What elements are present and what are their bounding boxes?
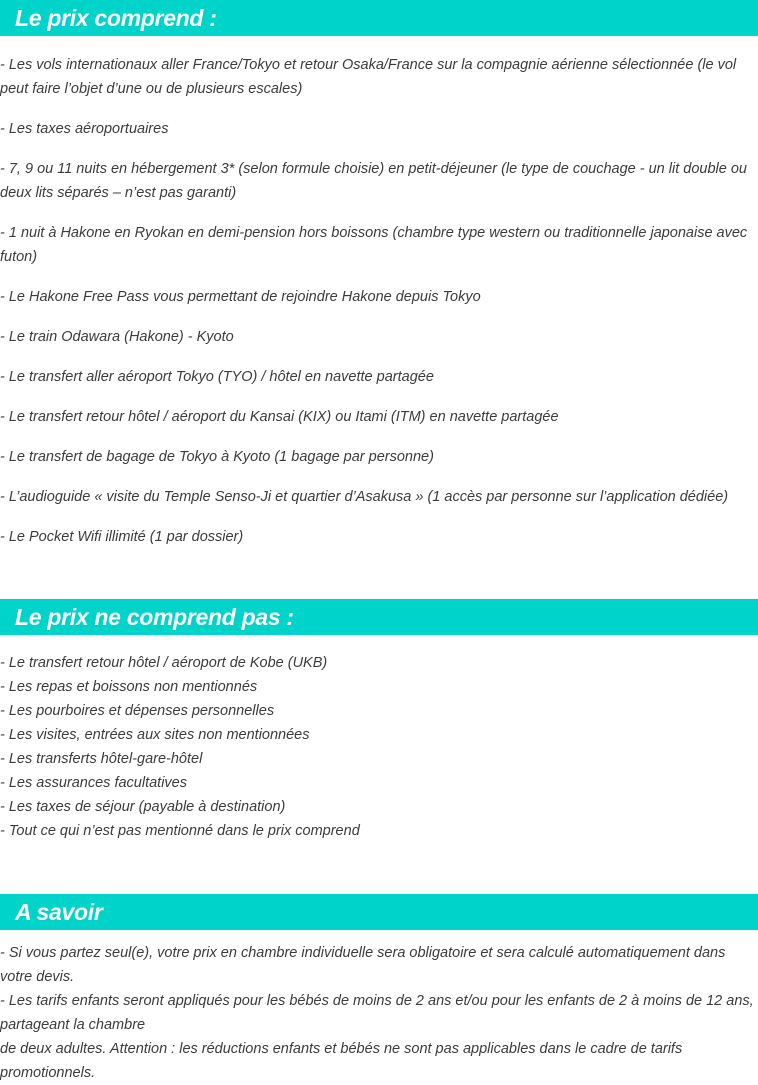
excluded-item: - Les taxes de séjour (payable à destination) [0,799,286,815]
info-list [0,930,758,1085]
info-item: - Les tarifs enfants seront appliqués pour les bébés de moins de 2 ans et/ou pour les enfants de 2 à moins de 12 ans, partageant la chambre [0,993,754,1033]
excluded-item: - Les assurances facultatives [0,775,187,791]
excluded-item: - Les visites, entrées aux sites non mentionnées [0,727,310,743]
included-item: - 7, 9 ou 11 nuits en hébergement 3* (selon formule choisie) en petit-déjeuner (le type de couchage - un lit double ou deux lits séparés – n’est pas garanti) [0,161,747,201]
excluded-item: - Le transfert retour hôtel / aéroport de Kobe (UKB) [0,655,328,671]
excluded-item: - Les repas et boissons non mentionnés [0,679,258,695]
included-header [0,0,758,36]
excluded-item: - Les pourboires et dépenses personnelles [0,703,275,719]
included-item: - Le train Odawara (Hakone) - Kyoto [0,329,234,345]
included-item: - Les taxes aéroportuaires [0,121,169,137]
included-item: - Le transfert aller aéroport Tokyo (TYO) / hôtel en navette partagée [0,369,434,385]
info-title: A savoir [15,898,103,925]
included-list [0,36,758,549]
excluded-title: Le prix ne comprend pas : [15,603,294,630]
excluded-section [0,599,758,843]
included-item: - Le Hakone Free Pass vous permettant de rejoindre Hakone depuis Tokyo [0,289,481,305]
excluded-item: - Tout ce qui n’est pas mentionné dans le prix comprend [0,823,360,839]
included-item: - Les vols internationaux aller France/Tokyo et retour Osaka/France sur la compagnie aérienne sélectionnée (le vol peut faire l’objet d’une ou de plusieurs escales) [0,57,737,97]
included-title: Le prix comprend : [15,4,217,31]
included-item: - Le Pocket Wifi illimité (1 par dossier) [0,529,244,545]
included-item: - L’audioguide « visite du Temple Senso-Ji et quartier d’Asakusa » (1 accès par personne sur l’application dédiée) [0,489,729,505]
excluded-header [0,599,758,635]
info-item: - Si vous partez seul(e), votre prix en chambre individuelle sera obligatoire et sera calculé automatiquement dans votre devis. [0,945,726,985]
info-header [0,894,758,930]
excluded-list [0,635,758,843]
included-item: - Le transfert de bagage de Tokyo à Kyoto (1 bagage par personne) [0,449,434,465]
included-item: - 1 nuit à Hakone en Ryokan en demi-pension hors boissons (chambre type western ou traditionnelle japonaise avec futon) [0,225,748,265]
excluded-item: - Les transferts hôtel-gare-hôtel [0,751,203,767]
info-section [0,894,758,1085]
included-item: - Le transfert retour hôtel / aéroport du Kansai (KIX) ou Itami (ITM) en navette partagée [0,409,559,425]
info-item: de deux adultes. Attention : les réductions enfants et bébés ne sont pas applicables dans le cadre de tarifs promotionnels. [0,1041,683,1081]
